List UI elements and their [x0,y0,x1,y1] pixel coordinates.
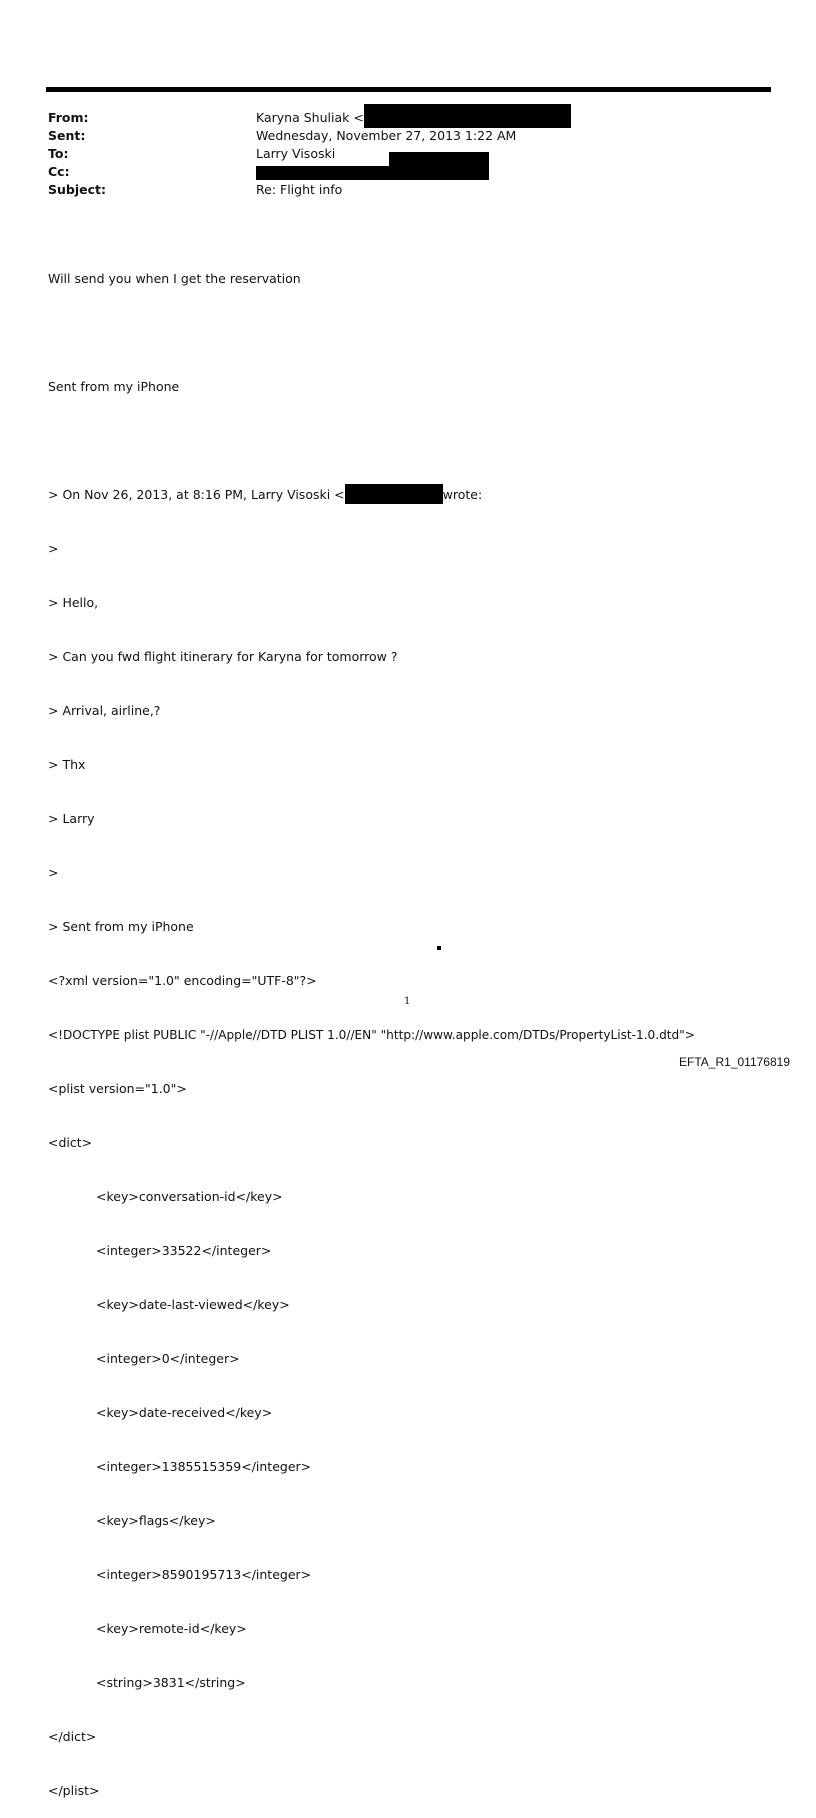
quoted-line: > Can you fwd flight itinerary for Karyna for tomorrow ? [48,649,398,664]
quoted-line: > [48,865,59,880]
quote-header-start: > On Nov 26, 2013, at 8:16 PM, Larry Visoski < [48,487,345,502]
from-name: Karyna Shuliak < [256,110,364,125]
redaction-box [345,484,443,504]
xml-line: <integer>8590195713</integer> [96,1567,312,1582]
to-value: Larry Visoski [256,146,336,161]
xml-line: <integer>33522</integer> [96,1243,272,1258]
from-row [48,109,768,127]
sent-label: Sent: [48,128,86,143]
from-value [256,109,571,128]
xml-line: <!DOCTYPE plist PUBLIC "-//Apple//DTD PLIST 1.0//EN" "http://www.apple.com/DTDs/PropertyList-1.0.dtd"> [48,1028,695,1042]
redaction-box [256,166,389,180]
quoted-line: > Arrival, airline,? [48,703,161,718]
subject-value: Re: Flight info [256,182,343,197]
sent-value: Wednesday, November 27, 2013 1:22 AM [256,128,517,143]
quoted-line: > Hello, [48,595,99,610]
body-line: Will send you when I get the reservation [48,271,301,286]
xml-line: <key>date-last-viewed</key> [96,1297,290,1312]
quote-header [48,486,778,504]
to-label: To: [48,146,69,161]
quote-header-end: wrote: [442,487,483,502]
xml-line: <integer>1385515359</integer> [96,1459,312,1474]
xml-line: <integer>0</integer> [96,1351,240,1366]
xml-line: <key>remote-id</key> [96,1621,247,1636]
body-line: Sent from my iPhone [48,379,180,394]
xml-line: <dict> [48,1135,93,1150]
email-header [48,109,768,199]
quoted-line: > Sent from my iPhone [48,919,194,934]
cc-label: Cc: [48,164,70,179]
xml-line: </dict> [48,1729,97,1744]
page-number: 1 [404,996,411,1007]
xml-line: <string>3831</string> [96,1675,246,1690]
xml-line: <key>date-received</key> [96,1405,273,1420]
xml-line: <key>conversation-id</key> [96,1189,283,1204]
xml-line: <?xml version="1.0" encoding="UTF-8"?> [48,973,317,988]
top-rule [46,87,771,92]
cc-value [256,163,489,181]
document-id: EFTA_R1_01176819 [679,1055,790,1069]
email-body [48,234,778,1818]
subject-row [48,181,768,199]
quoted-line: > Larry [48,811,95,826]
xml-line: </plist> [48,1783,100,1798]
subject-label: Subject: [48,182,106,197]
quoted-line: > Thx [48,757,86,772]
sent-row [48,127,768,145]
redaction-box [389,152,489,180]
from-label: From: [48,110,89,125]
stray-mark [437,946,441,950]
redaction-box [364,104,571,128]
xml-line: <key>flags</key> [96,1513,216,1528]
quoted-line: > [48,541,59,556]
xml-line: <plist version="1.0"> [48,1081,187,1096]
cc-row [48,163,768,181]
